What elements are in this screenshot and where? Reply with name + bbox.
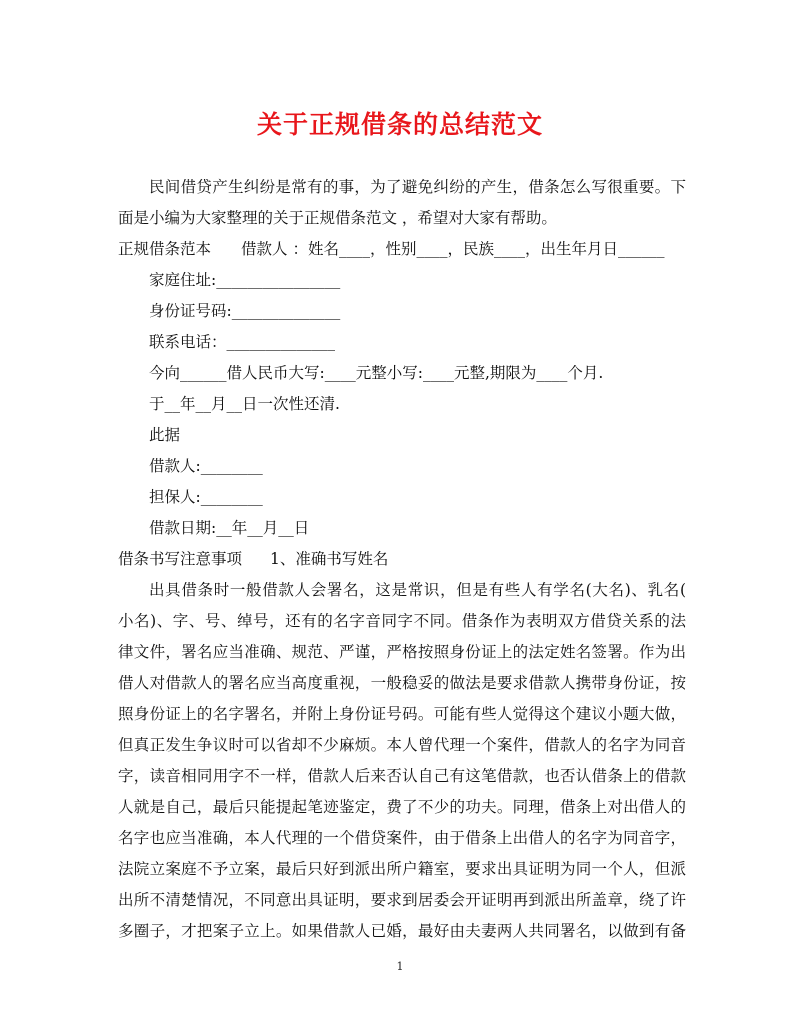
intro-line: 民间借贷产生纠纷是常有的事，为了避免纠纷的产生，借条怎么写很重要。下 [149, 178, 686, 196]
paragraph-line: 律文件，署名应当准确、规范、严谨，严格按照身份证上的法定姓名签署。作为出 [118, 643, 686, 661]
document-body [118, 172, 686, 947]
document-title: 关于正规借条的总结范文 [256, 110, 543, 139]
notes-heading: 借条书写注意事项 [118, 550, 243, 568]
borrower-signature-line: 借款人:________ [149, 457, 263, 475]
loan-date-line: 借款日期:__年__月__日 [149, 519, 310, 537]
notes-heading-line [118, 544, 686, 575]
paragraph-line: 出所不清楚情况，不同意出具证明，要求到居委会开证明再到派出所盖章，绕了许 [118, 891, 686, 909]
template-heading: 正规借条范本 [118, 240, 212, 258]
repayment-line: 于__年__月__日一次性还清. [149, 395, 340, 413]
paragraph-line: 名字也应当准确，本人代理的一个借贷案件，由于借条上出借人的名字为同音字， [118, 829, 686, 847]
intro-line: 面是小编为大家整理的关于正规借条范文 ，希望对大家有帮助。 [118, 209, 557, 227]
notes-item-1-title: 1、准确书写姓名 [270, 550, 389, 568]
paragraph-line: 法院立案庭不予立案，最后只好到派出所户籍室，要求出具证明为同一个人，但派 [118, 860, 686, 878]
paragraph-line: 多圈子，才把案子立上。如果借款人已婚，最好由夫妻两人共同署名，以做到有备 [118, 922, 686, 940]
paragraph-line: 字，读音相同用字不一样，借款人后来否认自己有这笔借款，也否认借条上的借款 [118, 767, 686, 785]
guarantor-signature-line: 担保人:________ [149, 488, 263, 506]
loan-amount-line: 今向______借人民币大写:____元整小写:____元整,期限为____个月. [149, 364, 604, 382]
paragraph-line: 人就是自己，最后只能提起笔迹鉴定，费了不少的功夫。同理，借条上对出借人的 [118, 798, 686, 816]
paragraph-line: 照身份证上的名字署名，并附上身份证号码。可能有些人觉得这个建议小题大做， [118, 705, 686, 723]
paragraph-line: 但真正发生争议时可以省却不少麻烦。本人曾代理一个案件，借款人的名字为同音 [118, 736, 686, 754]
phone-line: 联系电话：______________ [149, 333, 336, 351]
borrower-info-line: 借款人 ：姓名____，性别____，民族____，出生年月日______ [241, 240, 665, 258]
paragraph-line: 借人对借款人的署名应当高度重视，一般稳妥的做法是要求借款人携带身份证，按 [118, 674, 686, 692]
address-line: 家庭住址:________________ [149, 271, 341, 289]
template-heading-line [118, 234, 686, 265]
paragraph-line: 小名)、字、号、绰号，还有的名字音同字不同。借条作为表明双方借贷关系的法 [118, 612, 686, 630]
hereby-line: 此据 [149, 426, 181, 444]
id-number-line: 身份证号码:______________ [149, 302, 341, 320]
paragraph-line: 出具借条时一般借款人会署名，这是常识，但是有些人有学名(大名)、乳名( [149, 581, 686, 599]
page-number: 1 [396, 960, 404, 973]
